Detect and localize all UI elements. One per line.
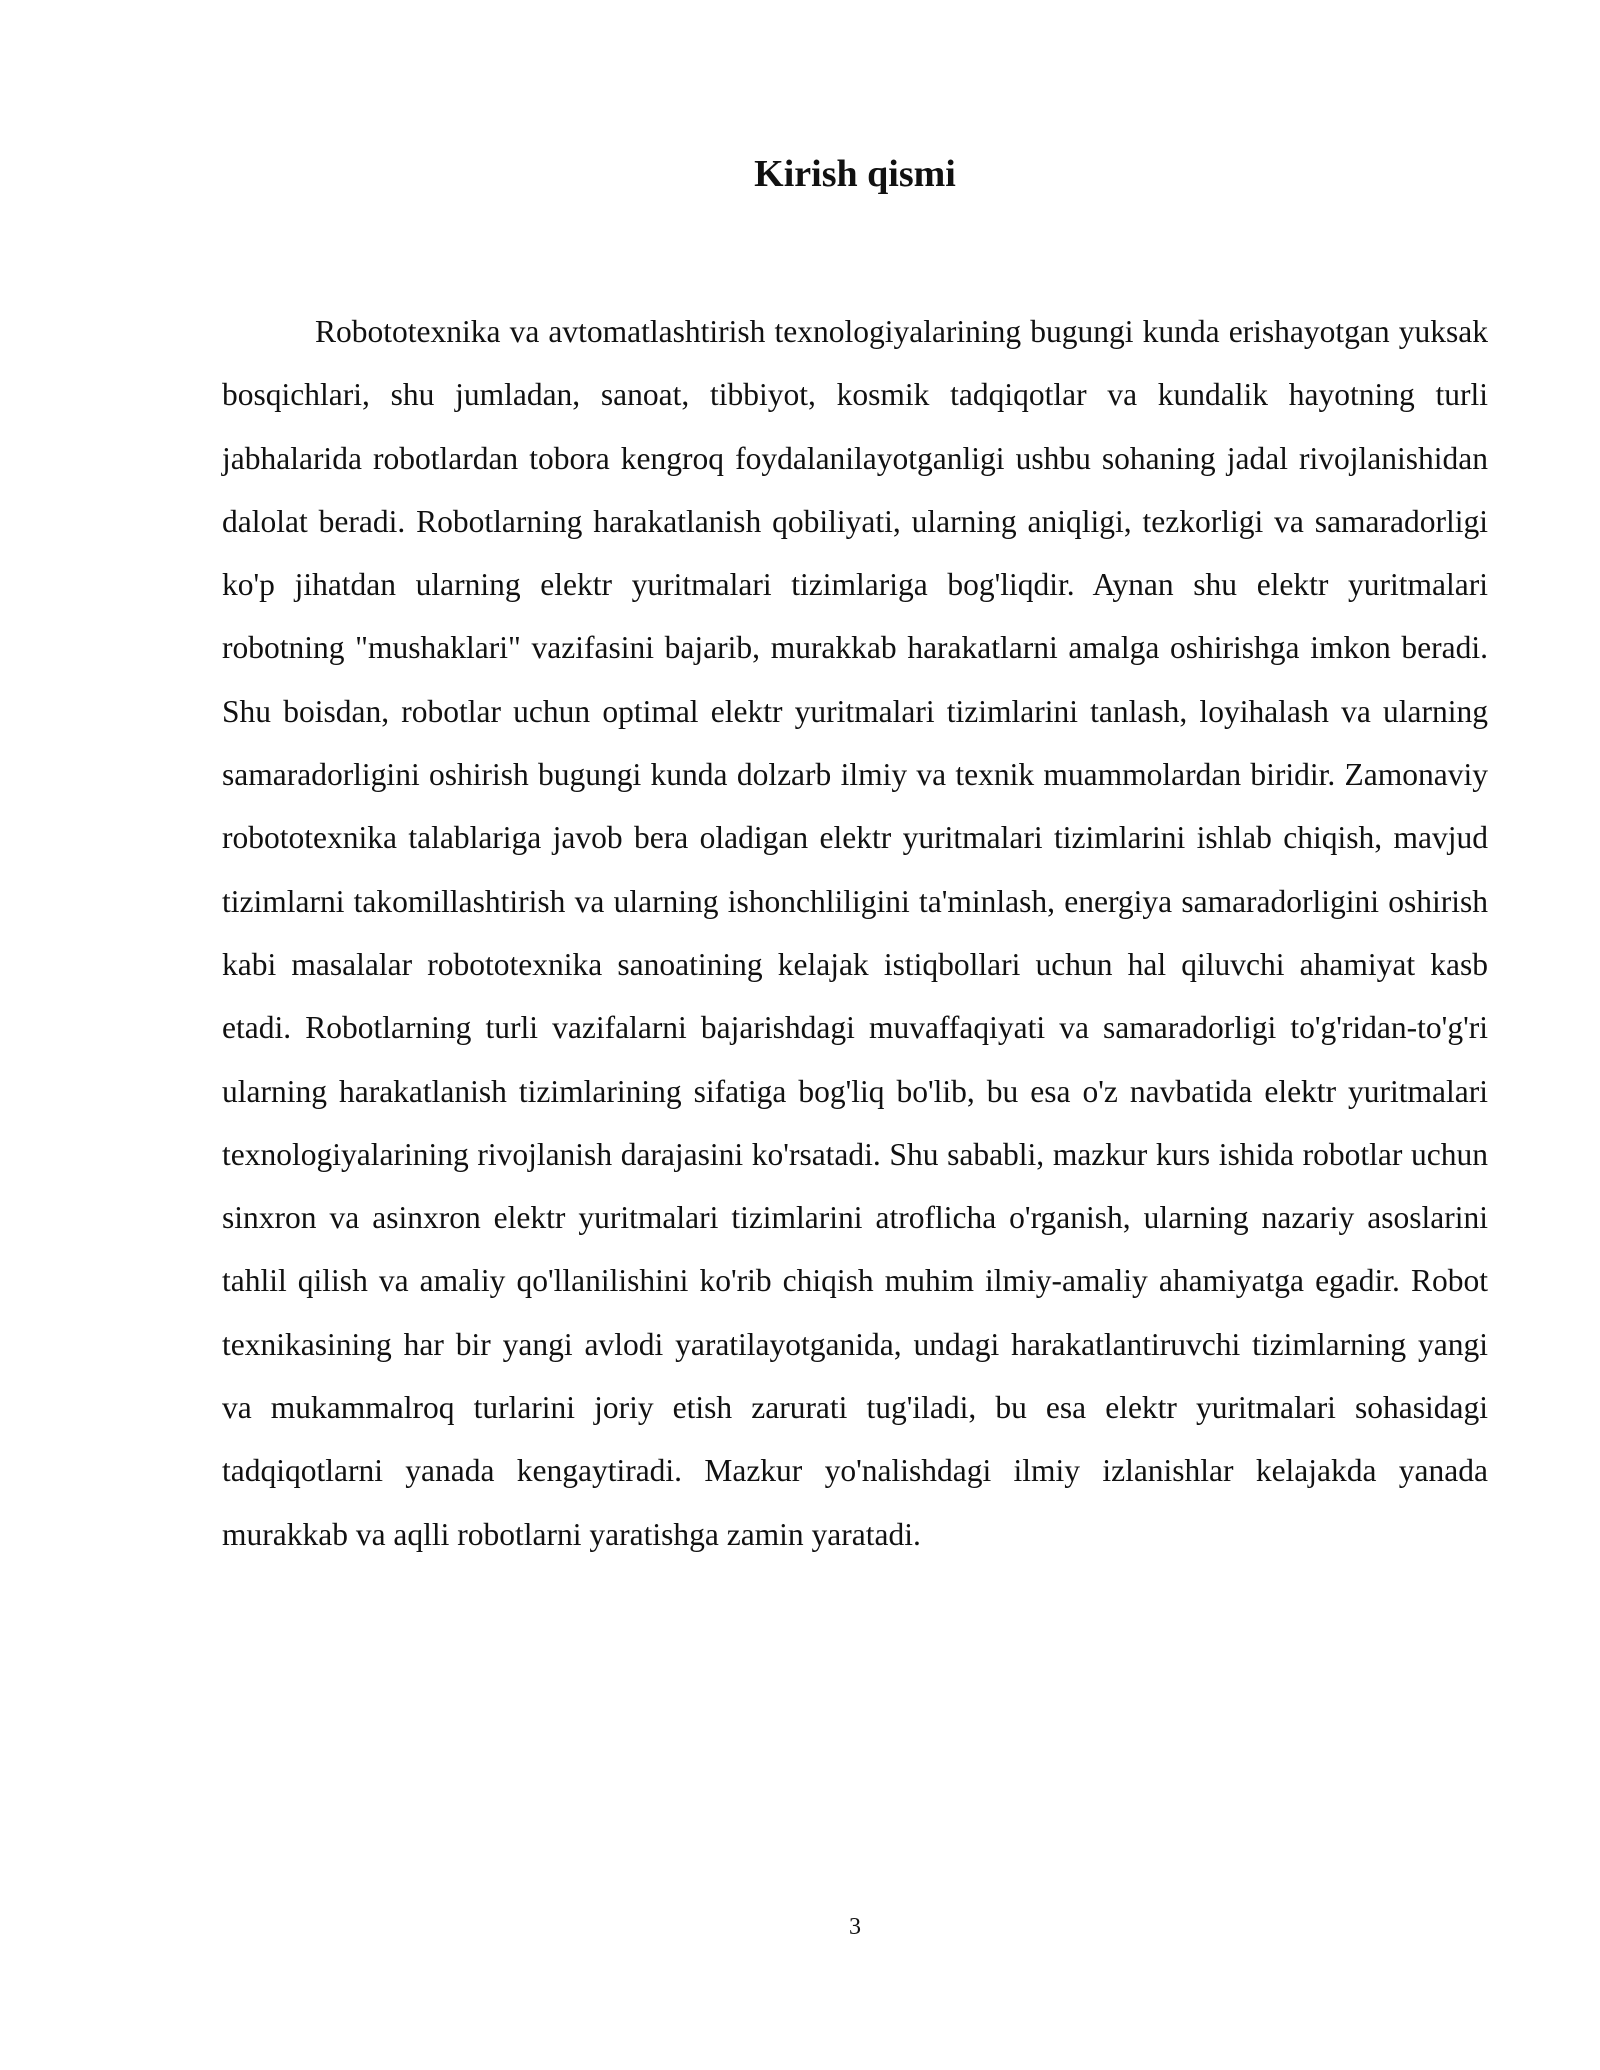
body-paragraph: Robototexnika va avtomatlashtirish texnologiyalarining bugungi kunda erishayotgan yuksak bosqichlari, shu jumladan, sanoat, tibbiyot, kosmik tadqiqotlar va kundalik hayotning turli jabhalarida robotlardan tobora kengroq foydalanilayotganligi ushbu sohaning jadal rivojlanishidan dalolat beradi. Robotlarning harakatlanish qobiliyati, ularning aniqligi, tezkorligi va samaradorligi ko'p jihatdan ularning elektr yuritmalari tizimlariga bog'liqdir. Aynan shu elektr yuritmalari robotning "mushaklari" vazifasini bajarib, murakkab harakatlarni amalga oshirishga imkon beradi. Shu boisdan, robotlar uchun optimal elektr yuritmalari tizimlarini tanlash, loyihalash va ularning samaradorligini oshirish bugungi kunda dolzarb ilmiy va texnik muammolardan biridir. Zamonaviy robototexnika talablariga javob bera oladigan elektr yuritmalari tizimlarini ishlab chiqish, mavjud tizimlarni takomillashtirish va ularning ishonchliligini ta'minlash, energiya samaradorligini oshirish kabi masalalar robototexnika sanoatining kelajak istiqbollari uchun hal qiluvchi ahamiyat kasb etadi. Robotlarning turli vazifalarni bajarishdagi muvaffaqiyati va samaradorligi to'g'ridan-to'g'ri ularning harakatlanish tizimlarining sifatiga bog'liq bo'lib, bu esa o'z navbatida elektr yuritmalari texnologiyalarining rivojlanish darajasini ko'rsatadi. Shu sababli, mazkur kurs ishida robotlar uchun sinxron va asinxron elektr yuritmalari tizimlarini atroflicha o'rganish, ularning nazariy asoslarini tahlil qilish va amaliy qo'llanilishini ko'rib chiqish muhim ilmiy-amaliy ahamiyatga egadir. Robot texnikasining har bir yangi avlodi yaratilayotganida, undagi harakatlantiruvchi tizimlarning yangi va mukammalroq turlarini joriy etish zarurati tug'iladi, bu esa elektr yuritmalari sohasidagi tadqiqotlarni yanada kengaytiradi. Mazkur yo'nalishdagi ilmiy izlanishlar kelajakda yanada murakkab va aqlli robotlarni yaratishga zamin yaratadi. (222, 314, 1488, 1552)
page-number: 3 (849, 1914, 861, 1940)
page-title: Kirish qismi (754, 153, 956, 195)
